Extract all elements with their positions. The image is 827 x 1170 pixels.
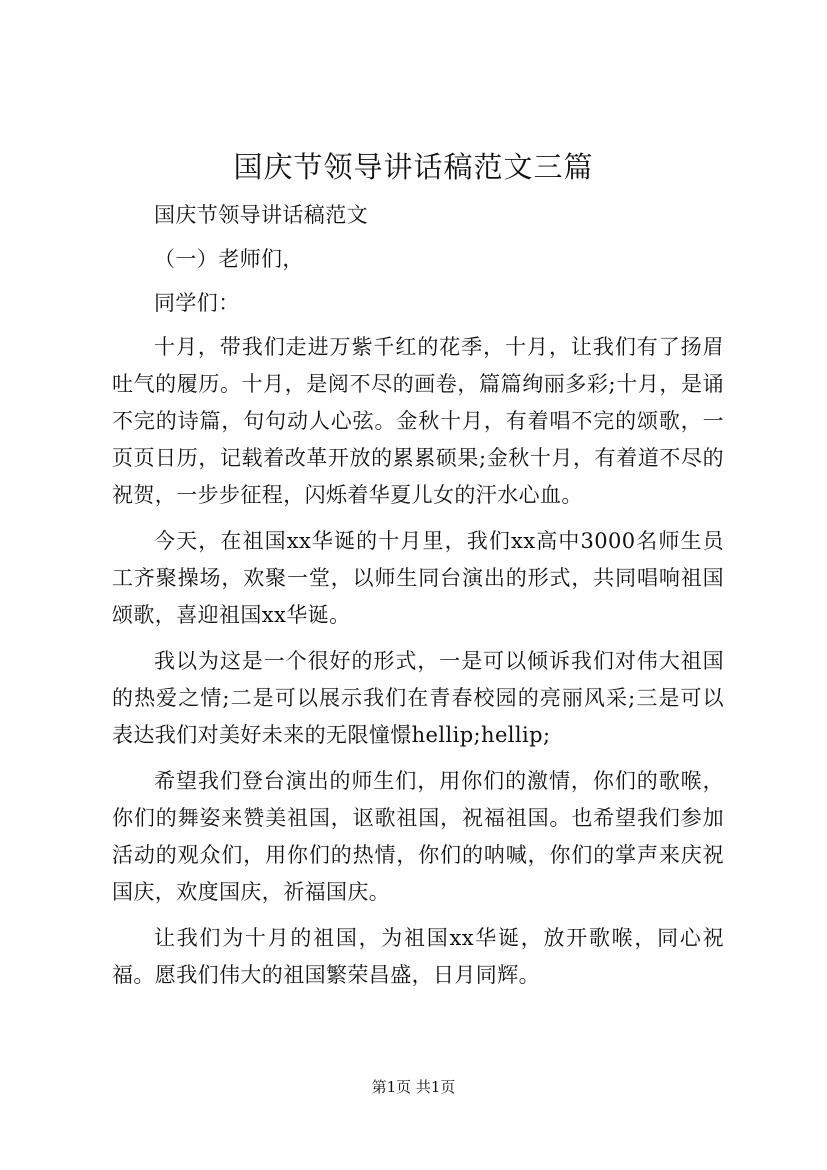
paragraph-salutation-teachers: （一）老师们， xyxy=(154,247,304,271)
page-footer: 第1页 共1页 xyxy=(371,1078,456,1096)
paragraph-october: 十月，带我们走进万紫千红的花季，十月，让我们有了扬眉吐气的履历。十月，是阅不尽的画卷，篇篇绚丽多彩;十月，是诵不完的诗篇，句句动人心弦。金秋十月，有着唱不完的颂歌，一页页日历，记载着改革开放的累累硕果;金秋十月，有着道不尽的祝贺，一步步征程，闪烁着华夏儿女的汗水心血。 xyxy=(112,335,724,507)
document-body xyxy=(112,197,724,1003)
paragraph-form: 我以为这是一个很好的形式，一是可以倾诉我们对伟大祖国的热爱之情;二是可以展示我们在青春校园的亮丽风采;三是可以表达我们对美好未来的无限憧憬hellip;hellip; xyxy=(112,649,724,747)
paragraph-closing: 让我们为十月的祖国，为祖国xx华诞，放开歌喉，同心祝福。愿我们伟大的祖国繁荣昌盛，日月同辉。 xyxy=(112,926,724,987)
paragraph-salutation-students: 同学们： xyxy=(154,291,240,315)
paragraph-hope: 希望我们登台演出的师生们，用你们的激情，你们的歌喉，你们的舞姿来赞美祖国，讴歌祖国，祝福祖国。也希望我们参加活动的观众们，用你们的热情，你们的呐喊，你们的掌声来庆祝国庆，欢度国庆，祈福国庆。 xyxy=(112,769,724,904)
document-title: 国庆节领导讲话稿范文三篇 xyxy=(233,150,594,184)
paragraph-today: 今天，在祖国xx华诞的十月里，我们xx高中3000名师生员工齐聚操场，欢聚一堂，以师生同台演出的形式，共同唱响祖国颂歌，喜迎祖国xx华诞。 xyxy=(112,529,724,627)
paragraph-subtitle: 国庆节领导讲话稿范文 xyxy=(154,203,368,227)
